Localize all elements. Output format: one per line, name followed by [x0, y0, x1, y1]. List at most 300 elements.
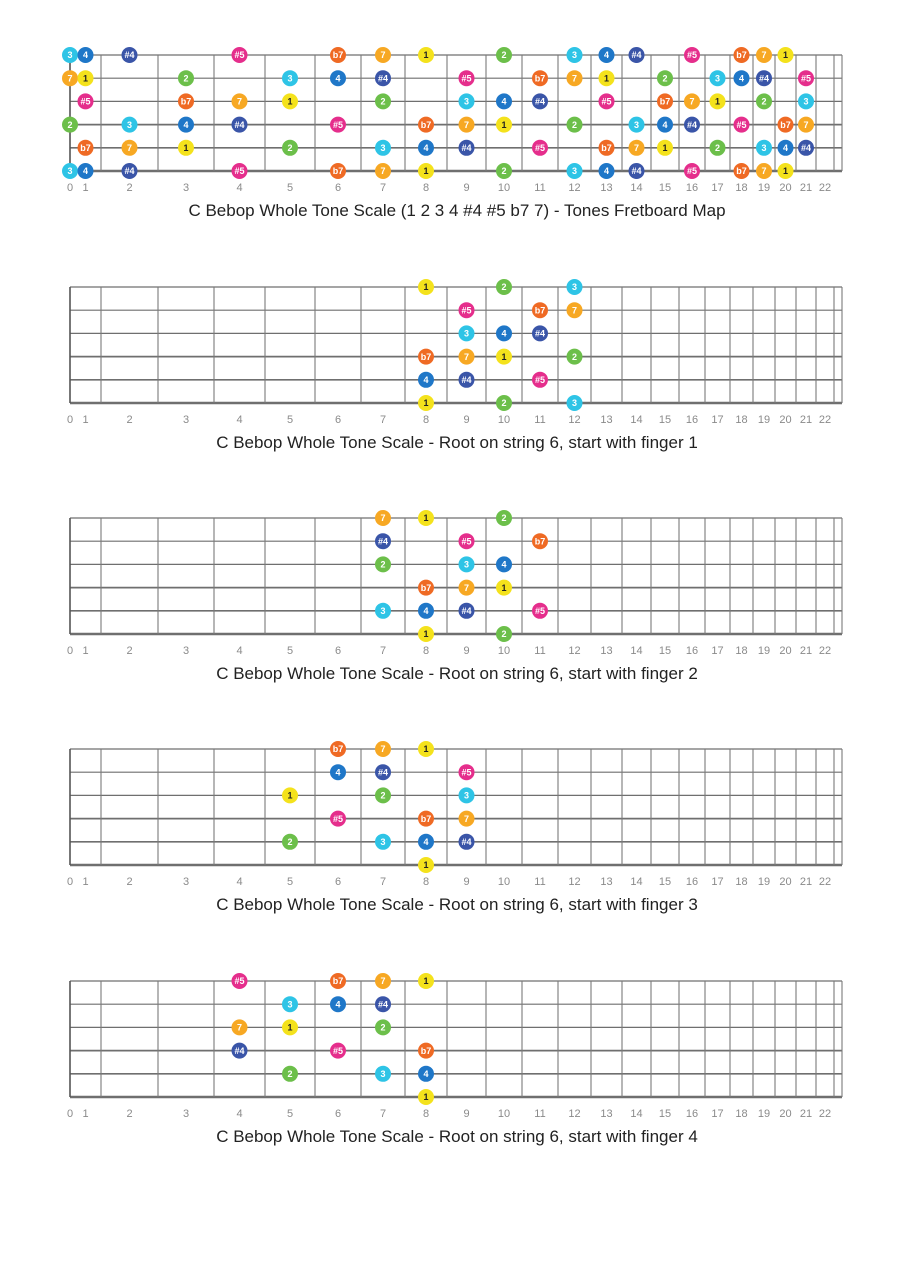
note-label: #4	[234, 119, 245, 130]
note-label: 1	[423, 860, 429, 871]
note-label: 3	[380, 606, 386, 616]
note-label: 1	[287, 96, 293, 107]
note-dot-3	[375, 603, 391, 619]
fret-number: 21	[799, 645, 813, 657]
fret-number: 8	[422, 1108, 430, 1120]
fret-number: 0	[66, 182, 74, 194]
fret-number: 0	[66, 414, 74, 426]
note-dot-7	[756, 47, 772, 63]
note-label: #4	[124, 50, 135, 61]
note-label: 1	[82, 73, 89, 84]
fret-number: 17	[711, 1108, 724, 1120]
fret-number: 2	[126, 182, 133, 194]
fret-number: 1	[82, 876, 89, 888]
note-label: 1	[183, 143, 189, 153]
fret-number: 6	[334, 645, 342, 657]
fret-number: 19	[757, 1108, 771, 1120]
note-dot-7	[798, 117, 814, 133]
note-label: 4	[335, 999, 341, 1010]
note-label: 2	[380, 790, 386, 801]
fretboard-diagram-3	[67, 510, 842, 683]
fret-number: 1	[82, 414, 89, 426]
note-label: 3	[380, 1069, 386, 1079]
note-dot-4	[78, 163, 94, 179]
note-label: #5	[234, 50, 245, 61]
note-label: #4	[534, 328, 546, 339]
note-label: 1	[501, 119, 507, 130]
fret-number: 2	[126, 1108, 133, 1120]
fret-number: 3	[182, 414, 190, 426]
note-dot-3	[567, 395, 583, 411]
note-dot-4	[330, 764, 346, 780]
note-label: b7	[420, 119, 432, 130]
fret-number: 20	[779, 645, 792, 657]
note-label: #4	[461, 143, 472, 153]
note-dot-1	[778, 47, 794, 63]
note-dot-b7	[330, 163, 346, 179]
fret-number: 1	[82, 1108, 89, 1120]
note-dot-b7	[532, 533, 548, 549]
note-dot-7	[375, 973, 391, 989]
note-dot-b7	[78, 140, 94, 156]
note-label: 7	[571, 73, 578, 84]
fretboard-diagram-2	[67, 279, 842, 452]
note-dot-3	[62, 163, 78, 179]
note-label: 7	[803, 119, 809, 130]
note-label: #4	[377, 536, 389, 547]
note-label: #5	[80, 96, 91, 107]
note-dot-4	[418, 140, 434, 156]
note-label: 1	[423, 166, 429, 177]
fret-number: 20	[779, 876, 792, 888]
note-label: 4	[603, 166, 610, 177]
note-dot-2	[62, 117, 78, 133]
note-dot-sharp-4	[122, 47, 138, 63]
note-dot-1	[282, 1019, 298, 1035]
fret-number: 9	[463, 876, 470, 888]
note-dot-7	[629, 140, 645, 156]
note-label: 7	[463, 119, 470, 130]
fret-number: 9	[463, 414, 470, 426]
note-dot-2	[375, 1019, 391, 1035]
note-label: 2	[571, 119, 578, 130]
note-dot-7	[459, 811, 475, 827]
note-label: #5	[332, 813, 344, 824]
note-dot-b7	[178, 93, 194, 109]
note-label: #5	[601, 96, 612, 107]
fret-number: 22	[818, 414, 832, 426]
note-label: #4	[461, 606, 472, 616]
fret-number: 14	[630, 414, 643, 426]
note-label: 3	[287, 999, 293, 1010]
fret-number: 12	[568, 414, 581, 426]
note-dot-sharp-5	[330, 1043, 346, 1059]
fret-number: 12	[568, 876, 581, 888]
fret-number: 9	[463, 182, 470, 194]
note-label: 4	[423, 143, 429, 153]
note-label: #4	[124, 166, 135, 177]
note-dot-2	[496, 395, 512, 411]
note-label: 2	[662, 73, 668, 84]
note-dot-2	[375, 787, 391, 803]
fret-number: 7	[379, 414, 387, 426]
note-dot-sharp-4	[629, 163, 645, 179]
note-label: #4	[234, 1045, 245, 1056]
note-dot-sharp-4	[532, 325, 548, 341]
note-label: #4	[461, 837, 472, 847]
note-label: b7	[332, 744, 344, 755]
fret-number: 18	[735, 182, 748, 194]
note-label: 1	[423, 976, 429, 987]
note-label: 7	[689, 96, 695, 107]
note-dot-1	[496, 117, 512, 133]
fret-number: 10	[497, 182, 511, 194]
note-dot-2	[178, 70, 194, 86]
note-dot-sharp-5	[684, 47, 700, 63]
note-dot-b7	[330, 741, 346, 757]
note-label: 2	[287, 1069, 293, 1079]
note-label: b7	[332, 976, 344, 987]
fret-number: 10	[497, 645, 511, 657]
diagram-caption: C Bebop Whole Tone Scale (1 2 3 4 #4 #5 b7 7) - Tones Fretboard Map	[188, 201, 726, 220]
note-dot-2	[657, 70, 673, 86]
fret-number: 20	[779, 414, 792, 426]
fret-number: 4	[236, 414, 243, 426]
note-label: 2	[571, 351, 578, 362]
fret-number-row	[67, 1108, 831, 1120]
note-label: 4	[423, 606, 429, 616]
note-dot-4	[778, 140, 794, 156]
note-label: 3	[803, 96, 809, 107]
note-dot-2	[567, 349, 583, 365]
note-label: #4	[800, 143, 812, 153]
fret-number: 18	[735, 645, 748, 657]
fret-number: 17	[711, 182, 724, 194]
note-dot-sharp-5	[330, 117, 346, 133]
note-label: b7	[332, 166, 344, 177]
note-dot-2	[496, 279, 512, 295]
note-label: 4	[82, 166, 89, 177]
note-label: #4	[686, 119, 698, 130]
note-label: 4	[423, 837, 429, 847]
note-label: 7	[126, 143, 133, 153]
note-label: 2	[501, 282, 507, 293]
fret-number: 16	[685, 1108, 699, 1120]
note-label: 1	[603, 73, 610, 84]
fret-number: 19	[757, 182, 771, 194]
fret-number: 15	[658, 182, 672, 194]
note-label: 3	[571, 282, 578, 293]
note-label: b7	[780, 119, 791, 130]
note-dot-sharp-4	[532, 93, 548, 109]
fret-number: 3	[182, 182, 190, 194]
note-dot-1	[178, 140, 194, 156]
note-dot-b7	[657, 93, 673, 109]
note-dot-3	[798, 93, 814, 109]
note-dot-sharp-5	[232, 163, 248, 179]
diagram-caption: C Bebop Whole Tone Scale - Root on string 6, start with finger 3	[216, 895, 698, 914]
note-label: b7	[420, 813, 432, 824]
fret-number: 9	[463, 1108, 470, 1120]
note-dot-3	[710, 70, 726, 86]
note-label: 2	[761, 96, 767, 107]
fret-number: 18	[735, 1108, 748, 1120]
fret-number: 13	[600, 414, 613, 426]
note-dot-7	[375, 741, 391, 757]
fret-number: 7	[379, 645, 387, 657]
note-dot-b7	[418, 580, 434, 596]
note-label: #5	[534, 375, 546, 385]
note-label: 2	[380, 1022, 386, 1033]
fret-number: 16	[685, 645, 699, 657]
fret-number: 6	[334, 182, 342, 194]
note-dot-7	[567, 302, 583, 318]
note-label: 4	[335, 767, 341, 778]
fret-number: 10	[497, 876, 511, 888]
fret-number: 4	[236, 1108, 243, 1120]
fret-number: 19	[757, 414, 771, 426]
note-label: 7	[463, 351, 470, 362]
note-label: #5	[461, 305, 472, 316]
note-label: 7	[380, 513, 386, 524]
note-dot-sharp-4	[798, 140, 814, 156]
note-label: 7	[463, 582, 470, 593]
note-dot-3	[459, 556, 475, 572]
fret-number: 12	[568, 645, 581, 657]
note-label: #5	[686, 166, 698, 177]
note-label: 1	[423, 398, 429, 409]
note-label: #5	[234, 976, 245, 987]
note-dot-7	[756, 163, 772, 179]
note-label: 7	[463, 813, 470, 824]
note-label: #4	[631, 166, 642, 177]
note-label: 7	[380, 976, 386, 987]
note-dot-sharp-5	[532, 603, 548, 619]
note-label: 7	[761, 166, 767, 177]
note-dot-sharp-4	[684, 117, 700, 133]
note-label: 3	[287, 73, 293, 84]
fret-number: 5	[286, 414, 294, 426]
note-dot-b7	[778, 117, 794, 133]
note-dot-3	[629, 117, 645, 133]
note-dot-1	[496, 580, 512, 596]
note-label: #5	[686, 50, 698, 61]
note-dot-4	[330, 70, 346, 86]
fret-number: 7	[379, 182, 387, 194]
note-dot-4	[496, 93, 512, 109]
note-dot-3	[567, 163, 583, 179]
note-label: 2	[501, 513, 507, 524]
note-dot-b7	[734, 47, 750, 63]
note-dot-1	[710, 93, 726, 109]
fret-number: 4	[236, 876, 243, 888]
fret-number: 0	[66, 645, 74, 657]
fret-number: 12	[568, 1108, 581, 1120]
note-label: 2	[501, 166, 507, 177]
note-label: 2	[380, 96, 386, 107]
note-label: 4	[335, 73, 341, 84]
note-label: #5	[534, 143, 546, 153]
fret-number: 18	[735, 414, 748, 426]
note-label: 4	[501, 328, 507, 339]
fret-number: 8	[422, 645, 430, 657]
note-dot-b7	[734, 163, 750, 179]
note-label: 2	[67, 119, 73, 130]
note-label: 2	[287, 143, 293, 153]
fret-number: 1	[82, 645, 89, 657]
fret-number: 15	[658, 645, 672, 657]
note-label: 1	[714, 96, 721, 107]
note-label: b7	[420, 582, 432, 593]
note-dot-sharp-4	[459, 372, 475, 388]
fret-number: 0	[66, 1108, 74, 1120]
note-label: 2	[714, 143, 721, 153]
note-dot-4	[418, 1066, 434, 1082]
note-dot-2	[282, 1066, 298, 1082]
note-label: 7	[236, 96, 243, 107]
diagram-caption: C Bebop Whole Tone Scale - Root on string 6, start with finger 4	[216, 1127, 698, 1146]
note-dot-1	[418, 510, 434, 526]
note-label: 1	[423, 513, 429, 524]
fret-number: 5	[286, 876, 294, 888]
fret-number: 17	[711, 645, 724, 657]
note-dot-4	[418, 603, 434, 619]
note-label: #5	[234, 166, 245, 177]
fret-number: 16	[685, 876, 699, 888]
note-label: 7	[380, 166, 386, 177]
fret-number: 4	[236, 645, 243, 657]
note-label: 4	[183, 119, 189, 130]
note-label: 1	[423, 1092, 429, 1103]
fret-number: 12	[568, 182, 581, 194]
note-dot-sharp-5	[532, 140, 548, 156]
fret-number: 11	[534, 645, 546, 657]
note-label: #5	[461, 73, 472, 84]
fret-number: 8	[422, 182, 430, 194]
note-dot-3	[459, 93, 475, 109]
note-dot-sharp-5	[330, 811, 346, 827]
note-label: 2	[287, 837, 293, 847]
fret-number: 1	[82, 182, 89, 194]
note-label: #5	[736, 119, 747, 130]
note-label: 3	[380, 837, 386, 847]
note-dot-1	[418, 395, 434, 411]
note-label: b7	[80, 143, 91, 153]
note-dot-1	[496, 349, 512, 365]
fret-number: 7	[379, 1108, 387, 1120]
note-dot-7	[232, 1019, 248, 1035]
fret-number: 16	[685, 414, 699, 426]
note-label: 3	[761, 143, 767, 153]
note-label: 4	[782, 143, 789, 153]
note-label: #5	[534, 606, 546, 616]
fret-number: 5	[286, 1108, 294, 1120]
note-dot-2	[282, 140, 298, 156]
note-label: b7	[736, 50, 747, 61]
note-dot-2	[496, 163, 512, 179]
note-dot-1	[78, 70, 94, 86]
fret-number: 11	[534, 876, 546, 888]
note-dot-7	[459, 349, 475, 365]
fret-number: 20	[779, 182, 792, 194]
note-dot-4	[178, 117, 194, 133]
note-dot-3	[756, 140, 772, 156]
fret-number: 3	[182, 645, 190, 657]
note-label: b7	[534, 73, 546, 84]
fret-number: 8	[422, 876, 430, 888]
note-dot-4	[599, 163, 615, 179]
note-dot-sharp-5	[532, 372, 548, 388]
note-label: 4	[603, 50, 610, 61]
note-label: 1	[782, 50, 789, 61]
fret-number: 19	[757, 876, 771, 888]
fret-number: 14	[630, 645, 643, 657]
note-dot-sharp-4	[459, 603, 475, 619]
note-dot-sharp-5	[734, 117, 750, 133]
note-dot-b7	[330, 973, 346, 989]
note-dot-3	[62, 47, 78, 63]
note-dot-2	[496, 47, 512, 63]
fretboard-diagram-4	[67, 741, 842, 914]
note-dot-7	[122, 140, 138, 156]
note-dot-sharp-5	[78, 93, 94, 109]
note-dot-3	[375, 834, 391, 850]
note-label: 1	[501, 351, 507, 362]
note-dot-7	[375, 163, 391, 179]
note-label: 3	[571, 398, 578, 409]
note-label: 1	[423, 629, 429, 640]
note-label: 3	[67, 166, 73, 177]
fret-number: 18	[735, 876, 748, 888]
fret-number-row	[67, 876, 831, 888]
fret-number: 15	[658, 876, 672, 888]
note-dot-sharp-5	[599, 93, 615, 109]
note-dot-sharp-4	[629, 47, 645, 63]
note-label: 4	[501, 559, 507, 570]
note-dot-1	[418, 47, 434, 63]
note-dot-sharp-5	[232, 47, 248, 63]
fret-number: 3	[182, 1108, 190, 1120]
note-dot-b7	[330, 47, 346, 63]
note-dot-sharp-5	[459, 764, 475, 780]
note-dot-1	[418, 741, 434, 757]
note-label: b7	[534, 536, 546, 547]
fret-number: 8	[422, 414, 430, 426]
note-dot-sharp-4	[122, 163, 138, 179]
note-dot-2	[375, 93, 391, 109]
note-dot-2	[496, 626, 512, 642]
fret-number: 7	[379, 876, 387, 888]
note-label: 4	[662, 119, 668, 130]
fret-number: 13	[600, 1108, 613, 1120]
note-dot-b7	[418, 117, 434, 133]
note-label: 7	[761, 50, 767, 61]
note-dot-4	[418, 372, 434, 388]
fret-number: 3	[182, 876, 190, 888]
note-label: #4	[377, 73, 389, 84]
note-dot-3	[459, 325, 475, 341]
note-label: #5	[461, 767, 472, 778]
note-dot-sharp-4	[459, 140, 475, 156]
note-label: #5	[800, 73, 812, 84]
note-dot-7	[375, 47, 391, 63]
fret-number: 5	[286, 645, 294, 657]
note-label: b7	[601, 143, 612, 153]
note-dot-b7	[418, 811, 434, 827]
fret-number: 21	[799, 182, 813, 194]
note-dot-b7	[599, 140, 615, 156]
note-dot-sharp-4	[375, 70, 391, 86]
